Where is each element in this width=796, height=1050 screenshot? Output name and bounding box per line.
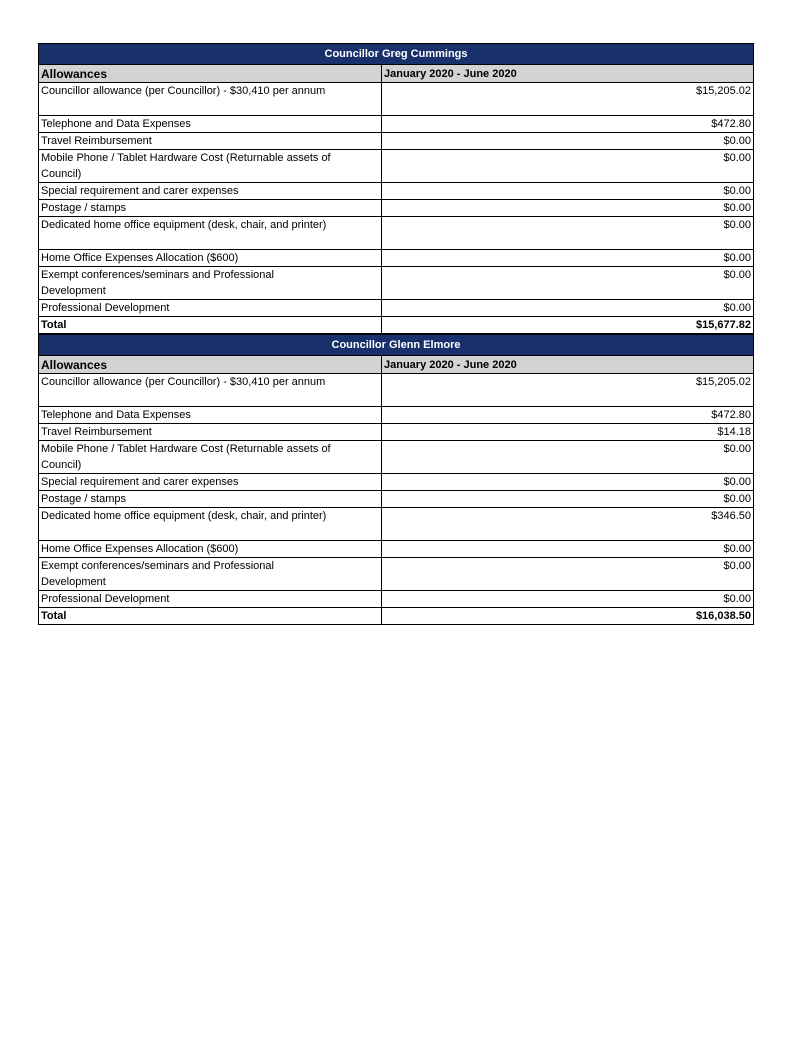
table-row bbox=[39, 374, 754, 407]
table-row bbox=[39, 83, 754, 116]
table-row bbox=[39, 541, 754, 558]
allowance-amount: $0.00 bbox=[382, 591, 754, 608]
councillor-name: Councillor Greg Cummings bbox=[39, 44, 754, 65]
allowance-label: Councillor allowance (per Councillor) - $30,410 per annum bbox=[39, 374, 382, 407]
period-column-header: January 2020 - June 2020 bbox=[382, 65, 754, 83]
table-row bbox=[39, 300, 754, 317]
table-row bbox=[39, 217, 754, 250]
column-header-row bbox=[39, 356, 754, 374]
table-row bbox=[39, 491, 754, 508]
allowance-label: Councillor allowance (per Councillor) - $30,410 per annum bbox=[39, 83, 382, 116]
allowance-amount: $0.00 bbox=[382, 133, 754, 150]
allowance-label: Postage / stamps bbox=[39, 200, 382, 217]
allowance-label: Exempt conferences/seminars and Professional Development bbox=[39, 558, 382, 591]
table-row bbox=[39, 441, 754, 474]
allowance-amount: $0.00 bbox=[382, 474, 754, 491]
table-row bbox=[39, 200, 754, 217]
allowance-label: Dedicated home office equipment (desk, chair, and printer) bbox=[39, 508, 382, 541]
allowance-label: Exempt conferences/seminars and Professional Development bbox=[39, 267, 382, 300]
allowances-sheet bbox=[38, 43, 753, 625]
table-row bbox=[39, 183, 754, 200]
allowance-amount: $0.00 bbox=[382, 183, 754, 200]
allowance-amount: $15,205.02 bbox=[382, 374, 754, 407]
period-column-header: January 2020 - June 2020 bbox=[382, 356, 754, 374]
table-row bbox=[39, 116, 754, 133]
table-row bbox=[39, 267, 754, 300]
allowance-amount: $0.00 bbox=[382, 250, 754, 267]
councillor-title-row bbox=[39, 44, 754, 65]
allowance-amount: $472.80 bbox=[382, 407, 754, 424]
table-row bbox=[39, 424, 754, 441]
allowance-label: Mobile Phone / Tablet Hardware Cost (Returnable assets of Council) bbox=[39, 150, 382, 183]
table-row bbox=[39, 133, 754, 150]
allowance-amount: $0.00 bbox=[382, 200, 754, 217]
allowance-label: Telephone and Data Expenses bbox=[39, 407, 382, 424]
allowance-amount: $0.00 bbox=[382, 558, 754, 591]
allowance-amount: $0.00 bbox=[382, 150, 754, 183]
total-row bbox=[39, 317, 754, 334]
allowance-label: Postage / stamps bbox=[39, 491, 382, 508]
allowance-label: Home Office Expenses Allocation ($600) bbox=[39, 250, 382, 267]
allowance-label: Professional Development bbox=[39, 591, 382, 608]
total-amount: $16,038.50 bbox=[382, 608, 754, 625]
allowance-label: Telephone and Data Expenses bbox=[39, 116, 382, 133]
allowance-label: Professional Development bbox=[39, 300, 382, 317]
allowances-column-header: Allowances bbox=[39, 356, 382, 374]
allowance-label: Home Office Expenses Allocation ($600) bbox=[39, 541, 382, 558]
allowance-amount: $472.80 bbox=[382, 116, 754, 133]
allowances-column-header: Allowances bbox=[39, 65, 382, 83]
table-row bbox=[39, 407, 754, 424]
total-label: Total bbox=[39, 608, 382, 625]
table-row bbox=[39, 474, 754, 491]
allowance-label: Mobile Phone / Tablet Hardware Cost (Returnable assets of Council) bbox=[39, 441, 382, 474]
table-row bbox=[39, 250, 754, 267]
allowance-label: Special requirement and carer expenses bbox=[39, 183, 382, 200]
allowance-amount: $346.50 bbox=[382, 508, 754, 541]
total-amount: $15,677.82 bbox=[382, 317, 754, 334]
allowance-amount: $14.18 bbox=[382, 424, 754, 441]
table-row bbox=[39, 508, 754, 541]
councillor-title-row bbox=[39, 335, 754, 356]
allowance-amount: $0.00 bbox=[382, 267, 754, 300]
allowance-label: Travel Reimbursement bbox=[39, 133, 382, 150]
councillor-name: Councillor Glenn Elmore bbox=[39, 335, 754, 356]
total-label: Total bbox=[39, 317, 382, 334]
councillor-table-greg-cummings bbox=[38, 43, 754, 334]
allowance-label: Dedicated home office equipment (desk, chair, and printer) bbox=[39, 217, 382, 250]
allowance-amount: $0.00 bbox=[382, 491, 754, 508]
table-row bbox=[39, 150, 754, 183]
allowance-amount: $15,205.02 bbox=[382, 83, 754, 116]
councillor-table-glenn-elmore bbox=[38, 334, 754, 625]
allowance-amount: $0.00 bbox=[382, 541, 754, 558]
allowance-label: Travel Reimbursement bbox=[39, 424, 382, 441]
allowance-amount: $0.00 bbox=[382, 441, 754, 474]
allowance-label: Special requirement and carer expenses bbox=[39, 474, 382, 491]
total-row bbox=[39, 608, 754, 625]
allowance-amount: $0.00 bbox=[382, 217, 754, 250]
column-header-row bbox=[39, 65, 754, 83]
allowance-amount: $0.00 bbox=[382, 300, 754, 317]
table-row bbox=[39, 591, 754, 608]
table-row bbox=[39, 558, 754, 591]
